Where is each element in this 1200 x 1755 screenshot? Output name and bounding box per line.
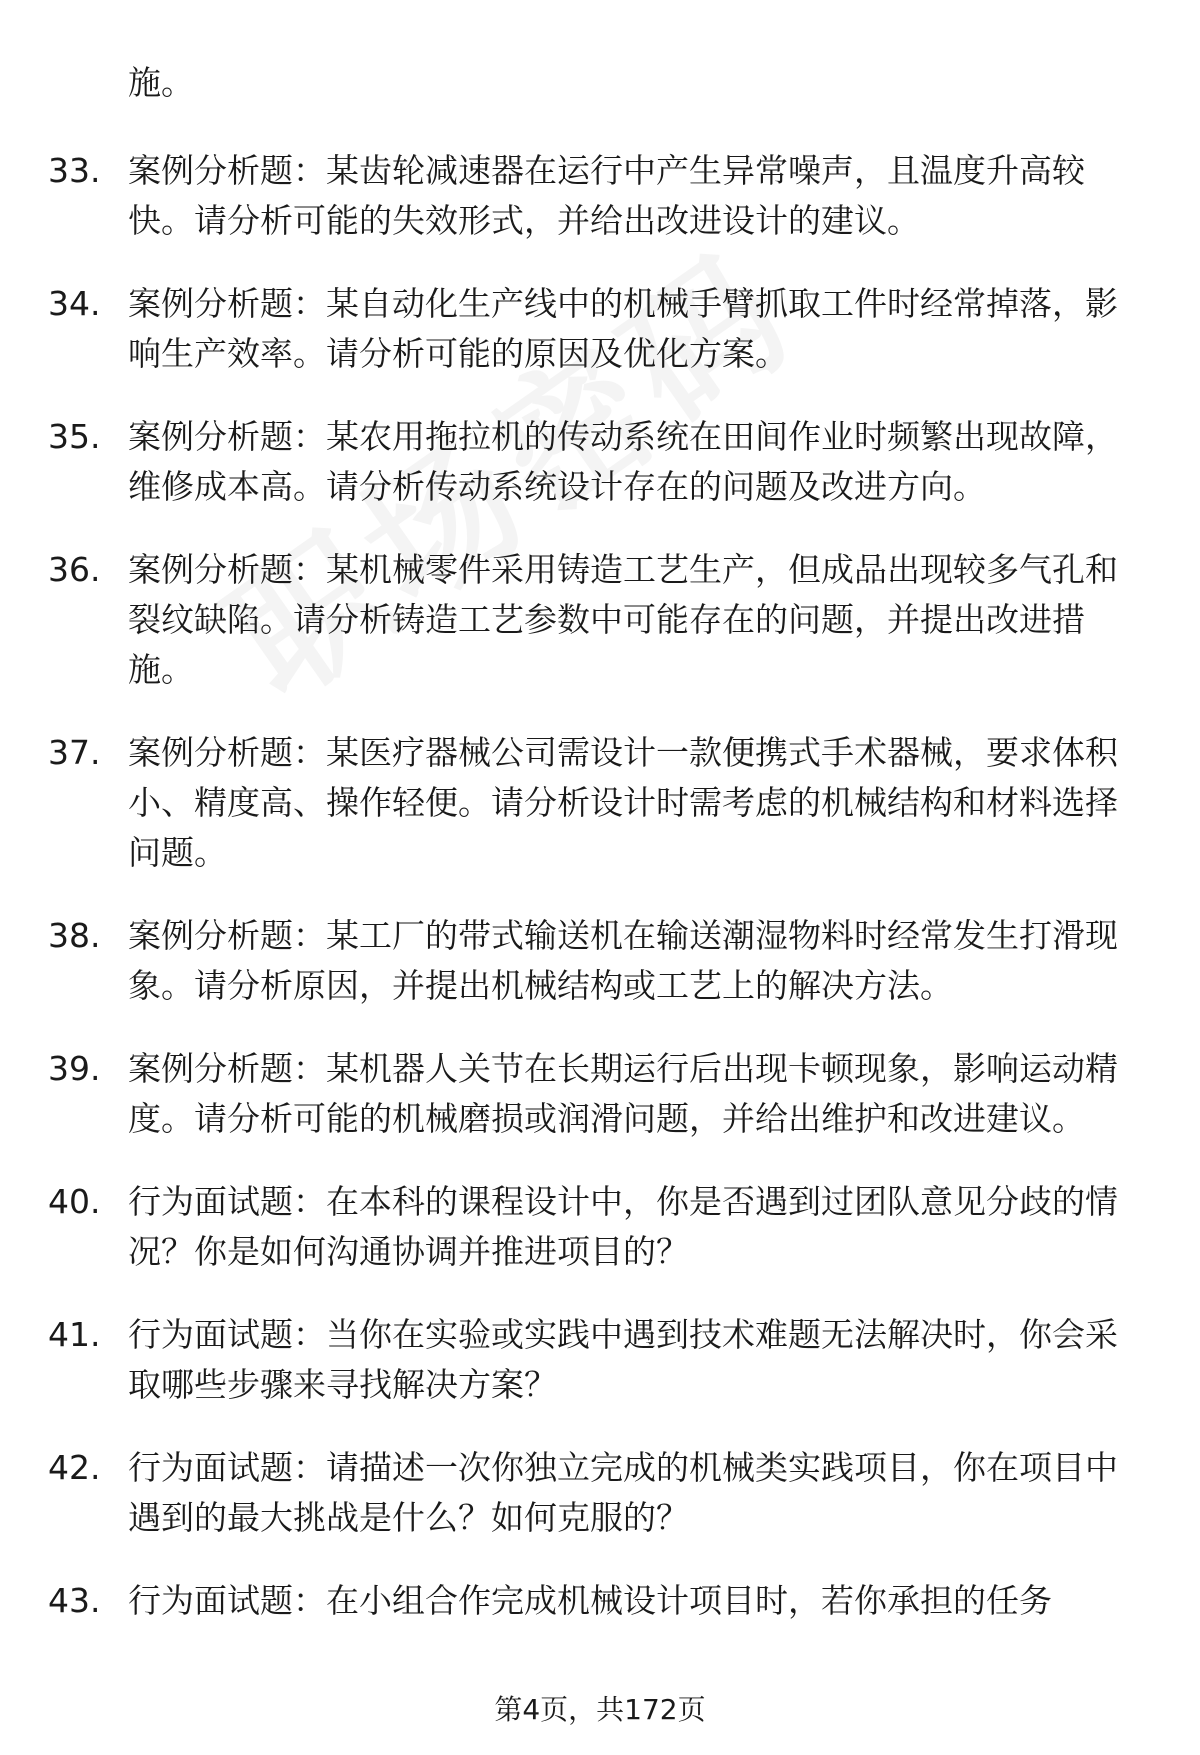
question-text: 案例分析题：某工厂的带式输送机在输送潮湿物料时经常发生打滑现象。请分析原因，并提出机械结构或工艺上的解决方法。 (128, 916, 1118, 1005)
question-item (48, 412, 1138, 512)
question-number: 36. (48, 550, 101, 589)
question-number: 35. (48, 417, 101, 456)
question-number: 39. (48, 1049, 101, 1088)
question-item (48, 911, 1138, 1011)
question-text: 案例分析题：某机器人关节在长期运行后出现卡顿现象，影响运动精度。请分析可能的机械磨损或润滑问题，并给出维护和改进建议。 (128, 1049, 1118, 1138)
question-number: 40. (48, 1182, 101, 1221)
question-number: 37. (48, 733, 101, 772)
question-item (48, 1310, 1138, 1410)
continued-text: 施。 (128, 63, 194, 102)
question-item (48, 1443, 1138, 1543)
question-number: 43. (48, 1581, 101, 1620)
question-item (48, 1576, 1138, 1626)
question-item (48, 1177, 1138, 1277)
question-text: 行为面试题：当你在实验或实践中遇到技术难题无法解决时，你会采取哪些步骤来寻找解决方案？ (128, 1315, 1118, 1404)
question-text: 行为面试题：请描述一次你独立完成的机械类实践项目，你在项目中遇到的最大挑战是什么？如何克服的？ (128, 1448, 1118, 1537)
question-number: 38. (48, 916, 101, 955)
question-number: 42. (48, 1448, 101, 1487)
question-item (48, 545, 1138, 695)
question-item (48, 279, 1138, 379)
question-item (48, 728, 1138, 878)
question-text: 案例分析题：某自动化生产线中的机械手臂抓取工件时经常掉落，影响生产效率。请分析可能的原因及优化方案。 (128, 284, 1118, 373)
question-number: 34. (48, 284, 101, 323)
question-text: 行为面试题：在本科的课程设计中，你是否遇到过团队意见分歧的情况？你是如何沟通协调并推进项目的？ (128, 1182, 1118, 1271)
question-text: 案例分析题：某齿轮减速器在运行中产生异常噪声，且温度升高较快。请分析可能的失效形式，并给出改进设计的建议。 (128, 151, 1085, 240)
question-item (48, 146, 1138, 246)
question-list (48, 146, 1138, 1659)
question-number: 33. (48, 151, 101, 190)
question-text: 行为面试题：在小组合作完成机械设计项目时，若你承担的任务 (128, 1581, 1052, 1620)
question-number: 41. (48, 1315, 101, 1354)
question-text: 案例分析题：某机械零件采用铸造工艺生产，但成品出现较多气孔和裂纹缺陷。请分析铸造工艺参数中可能存在的问题，并提出改进措施。 (128, 550, 1118, 689)
question-text: 案例分析题：某医疗器械公司需设计一款便携式手术器械，要求体积小、精度高、操作轻便。请分析设计时需考虑的机械结构和材料选择问题。 (128, 733, 1118, 872)
question-text: 案例分析题：某农用拖拉机的传动系统在田间作业时频繁出现故障，维修成本高。请分析传动系统设计存在的问题及改进方向。 (128, 417, 1118, 506)
page-footer: 第4页，共172页 (494, 1693, 706, 1726)
question-item (48, 1044, 1138, 1144)
